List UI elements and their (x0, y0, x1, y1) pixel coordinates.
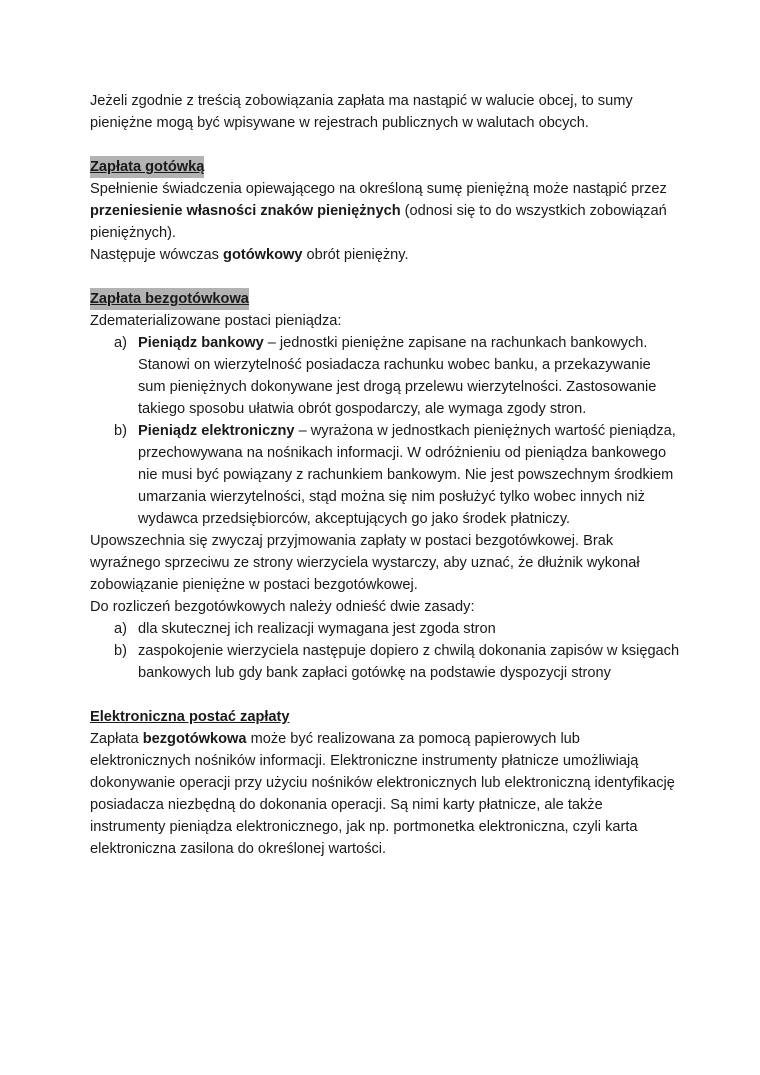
list-marker: a) (114, 335, 127, 351)
spacer (90, 134, 680, 156)
bold-run: gotówkowy (223, 247, 303, 263)
list-marker: a) (114, 621, 127, 637)
text-run: (odnosi się to do wszystkich zobowiązań pieniężnych). (90, 203, 667, 241)
text-run: dla skutecznej ich realizacji wymagana jest zgoda stron (138, 621, 496, 637)
bold-run: przeniesienie własności znaków pieniężnych (90, 203, 401, 219)
text-run: Zapłata (90, 731, 143, 747)
section-heading-cashless: Zapłata bezgotówkowa (90, 288, 249, 310)
text-run: – wyrażona w jednostkach pieniężnych wartość pieniądza, przechowywana na nośnikach informacji. W odróżnieniu od pieniądza bankowego nie musi być powiązany z rachunkiem bankowym. Nie jest powszechnym środkiem umarzania wierzytelności, stąd można się nim posłużyć tylko wobec innych niż wydawca przedsiębiorców, akceptujących go jako środek płatniczy. (138, 423, 676, 527)
bold-run: Pieniądz elektroniczny (138, 423, 295, 439)
rules-list (90, 618, 680, 684)
text-run: zaspokojenie wierzyciela następuje dopiero z chwilą dokonania zapisów w księgach bankowych lub gdy bank zapłaci gotówkę na podstawie dyspozycji strony (138, 643, 680, 681)
section-heading-cash: Zapłata gotówką (90, 156, 204, 178)
cashless-paragraph: Upowszechnia się zwyczaj przyjmowania zapłaty w postaci bezgotówkowej. Brak wyraźnego sprzeciwu ze strony wierzyciela wystarczy, aby uznać, że dłużnik wykonał zobowiązanie pieniężne w postaci bezgotówkowej. (90, 533, 640, 593)
text-run: – jednostki pieniężne zapisane na rachunkach bankowych. Stanowi on wierzytelność posiadacza rachunku wobec banku, a przekazywanie sum pieniężnych dokonywane jest drogą przelewu wierzytelności. Zastosowanie takiego sposobu ułatwia obrót gospodarczy, ale wymaga zgody stron. (138, 335, 657, 417)
electronic-paragraph (90, 728, 680, 860)
text-run: Spełnienie świadczenia opiewającego na określoną sumę pieniężną może nastąpić przez (90, 181, 667, 197)
list-item (90, 332, 680, 420)
intro-paragraph: Jeżeli zgodnie z treścią zobowiązania zapłata ma nastąpić w walucie obcej, to sumy pieniężne mogą być wpisywane w rejestrach publicznych w walutach obcych. (90, 93, 633, 131)
spacer (90, 684, 680, 706)
text-run: może być realizowana za pomocą papierowych lub elektronicznych nośników informacji. Elektroniczne instrumenty płatnicze umożliwiają dokonywanie operacji przy użyciu nośników elektronicznych lub elektroniczną identyfikację posiadacza niezbędną do dokonania operacji. Są nimi karty płatnicze, ale także instrumenty pieniądza elektronicznego, jak np. portmonetka elektroniczna, czyli karta elektroniczna zasilona do określonej wartości. (90, 731, 675, 857)
list-item (90, 618, 680, 640)
text-run: obrót pieniężny. (302, 247, 409, 263)
list-marker: b) (114, 643, 127, 659)
rules-lead: Do rozliczeń bezgotówkowych należy odnieść dwie zasady: (90, 599, 475, 615)
cash-paragraph-2 (90, 244, 680, 266)
document-page (90, 90, 680, 860)
list-item (90, 640, 680, 684)
list-marker: b) (114, 423, 127, 439)
cashless-lead: Zdematerializowane postaci pieniądza: (90, 313, 342, 329)
text-run: Następuje wówczas (90, 247, 224, 263)
money-forms-list (90, 332, 680, 530)
spacer (90, 266, 680, 288)
section-heading-electronic: Elektroniczna postać zapłaty (90, 709, 290, 725)
list-item (90, 420, 680, 530)
bold-run: bezgotówkowa (142, 731, 247, 747)
bold-run: Pieniądz bankowy (138, 335, 264, 351)
cash-paragraph-1 (90, 178, 680, 244)
